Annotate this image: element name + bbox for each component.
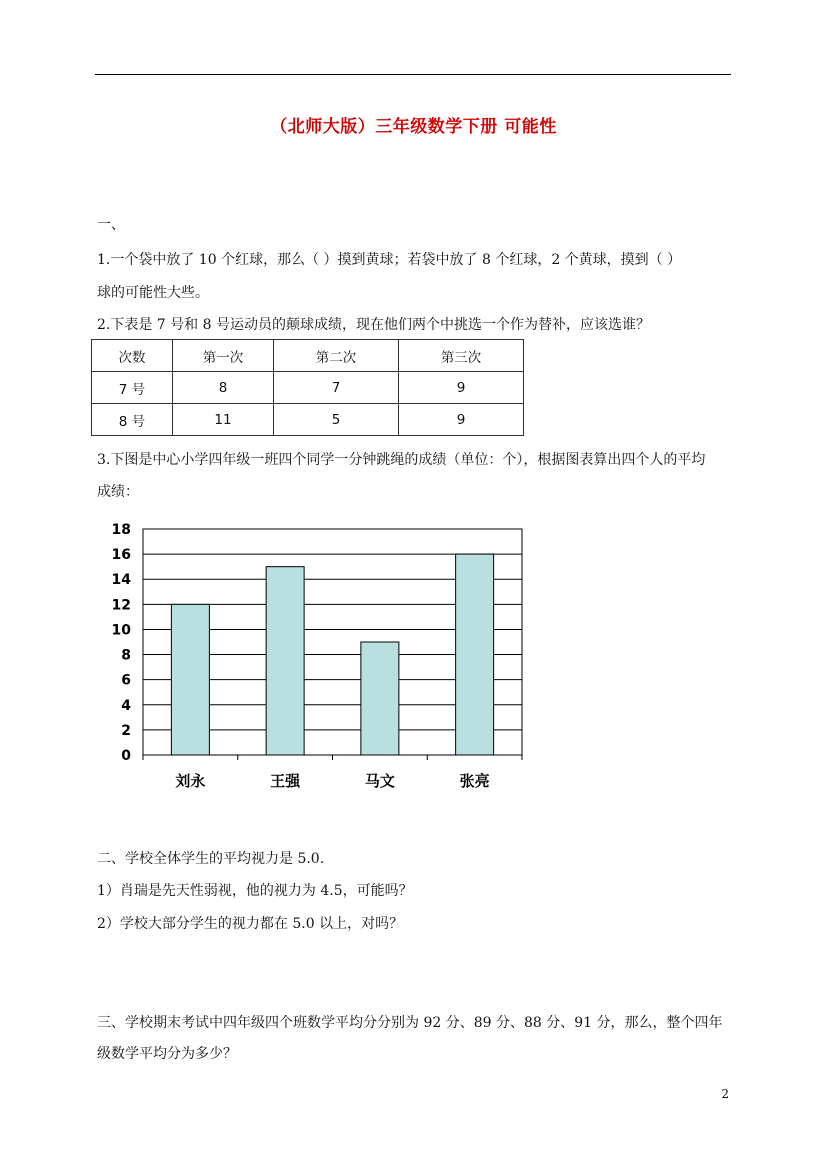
- x-tick-label: 张亮: [459, 772, 490, 790]
- x-tick-label: 马文: [364, 772, 395, 790]
- question-3-line-2: 成绩：: [97, 484, 139, 500]
- page-number: 2: [721, 1087, 729, 1101]
- question-3-line-1: 3.下图是中心小学四年级一班四个同学一分钟跳绳的成绩（单位：个），根据图表算出四个人的平均: [97, 452, 706, 468]
- table-row: [92, 372, 524, 404]
- y-tick-label: 12: [111, 597, 131, 614]
- bar: [171, 604, 209, 755]
- section2-heading: 二、学校全体学生的平均视力是 5.0.: [97, 851, 325, 867]
- x-tick-label: 王强: [270, 772, 301, 790]
- table-header-cell: 第二次: [274, 340, 399, 372]
- y-tick-label: 14: [111, 572, 131, 589]
- bar: [266, 567, 304, 755]
- y-tick-label: 8: [121, 647, 131, 664]
- section1-heading: 一、: [97, 217, 125, 233]
- x-tick-label: 刘永: [175, 772, 206, 790]
- table-cell: 9: [399, 404, 524, 436]
- table-header-cell: 次数: [92, 340, 173, 372]
- table-header-cell: 第一次: [173, 340, 274, 372]
- header-rule: [95, 74, 731, 75]
- page-title: （北师大版）三年级数学下册 可能性: [270, 117, 557, 137]
- question-1-line-2: 球的可能性大些。: [97, 285, 209, 301]
- y-tick-label: 16: [111, 547, 131, 564]
- section3-line-1: 三、学校期末考试中四年级四个班数学平均分分别为 92 分、89 分、88 分、91 分，那么，整个四年: [97, 1015, 723, 1031]
- bar: [456, 554, 494, 755]
- table-cell: 7 号: [92, 372, 173, 404]
- y-tick-label: 6: [121, 672, 131, 689]
- table-header-cell: 第三次: [399, 340, 524, 372]
- section2-question-1: 1）肖瑞是先天性弱视，他的视力为 4.5，可能吗？: [97, 883, 413, 899]
- y-tick-label: 0: [121, 748, 131, 764]
- y-tick-label: 18: [111, 522, 131, 538]
- bar: [361, 642, 399, 755]
- question-2: 2.下表是 7 号和 8 号运动员的颠球成绩，现在他们两个中挑选一个作为替补，应该选谁？: [97, 317, 650, 333]
- table-cell: 5: [274, 404, 399, 436]
- section3-line-2: 级数学平均分为多少？: [97, 1046, 237, 1062]
- y-tick-label: 2: [121, 722, 131, 739]
- table-row: [92, 404, 524, 436]
- question-1-line-1: 1.一个袋中放了 10 个红球，那么（ ）摸到黄球；若袋中放了 8 个红球，2 个黄球，摸到（ ）: [97, 252, 682, 268]
- bar-chart: [95, 515, 535, 800]
- table-header-row: [92, 340, 524, 372]
- y-tick-label: 10: [111, 622, 131, 639]
- table-cell: 7: [274, 372, 399, 404]
- section2-question-2: 2）学校大部分学生的视力都在 5.0 以上，对吗？: [97, 916, 404, 932]
- y-tick-label: 4: [121, 697, 131, 714]
- table-cell: 8: [173, 372, 274, 404]
- table-cell: 9: [399, 372, 524, 404]
- table-cell: 8 号: [92, 404, 173, 436]
- table-cell: 11: [173, 404, 274, 436]
- scores-table: [91, 339, 524, 436]
